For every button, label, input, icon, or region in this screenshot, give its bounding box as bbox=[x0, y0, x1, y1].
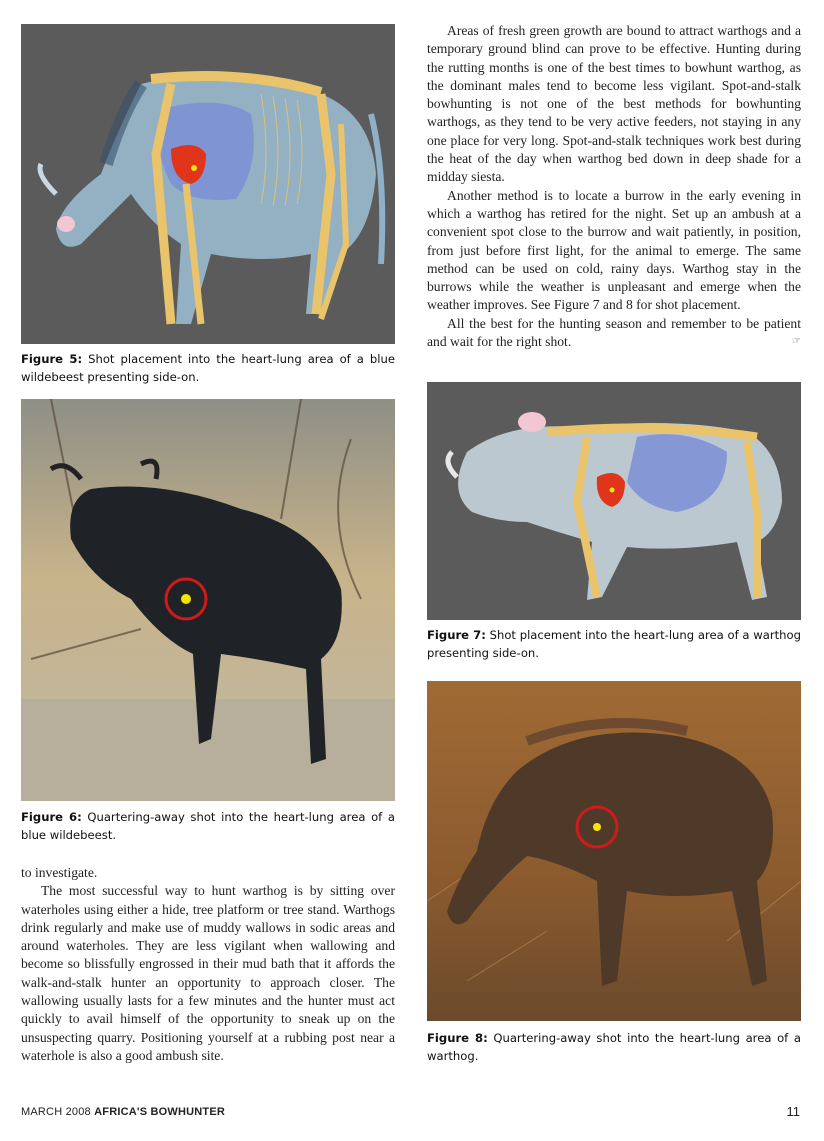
figure-6-caption bbox=[21, 808, 395, 844]
figure-5-caption-text: Shot placement into the heart-lung area of a blue wildebeest presenting side-on. bbox=[21, 352, 395, 384]
end-mark-icon: ☞ bbox=[792, 336, 801, 348]
right-paragraph-3-text: All the best for the hunting season and remember to be patient and wait for the right shot. bbox=[427, 315, 801, 350]
figure-7-image bbox=[427, 382, 801, 620]
left-column-text bbox=[21, 864, 395, 1065]
figure-5-image bbox=[21, 24, 395, 344]
figure-7-caption bbox=[427, 626, 801, 662]
page-number: 11 bbox=[786, 1104, 800, 1119]
left-paragraph-1: The most successful way to hunt warthog is by sitting over waterholes using either a hide, tree platform or tree stand. Warthogs drink regularly and make use of muddy wallows in sodic areas and around waterholes. They are less vigilant when wallowing and become so blissfully engrossed in their mud bath that it affords the walk-and-stalk hunter an opportunity to approach closer. The wallowing usually lasts for a few minutes and the hunter must act quickly to avail himself of the opportunity to sneak up on the unsuspecting quarry. Positioning yourself at a rubbing post near a waterhole is also a good ambush site. bbox=[21, 883, 395, 1063]
figure-8-label: Figure 8: bbox=[427, 1031, 488, 1045]
footer-issue bbox=[21, 1106, 225, 1118]
figure-8-caption-text: Quartering-away shot into the heart-lung area of a warthog. bbox=[427, 1031, 801, 1063]
right-paragraph-3 bbox=[427, 315, 801, 352]
figure-8-image bbox=[427, 681, 801, 1021]
figure-8-caption bbox=[427, 1029, 801, 1065]
figure-5-caption bbox=[21, 350, 395, 386]
right-column-text bbox=[427, 22, 801, 351]
figure-6-caption-text: Quartering-away shot into the heart-lung area of a blue wildebeest. bbox=[21, 810, 395, 842]
figure-7-caption-text: Shot placement into the heart-lung area of a warthog presenting side-on. bbox=[427, 628, 801, 660]
figure-7-label: Figure 7: bbox=[427, 628, 486, 642]
figure-5-label: Figure 5: bbox=[21, 352, 83, 366]
footer-magazine: AFRICA'S BOWHUNTER bbox=[94, 1106, 225, 1118]
figure-6-label: Figure 6: bbox=[21, 810, 82, 824]
footer-date: MARCH 2008 bbox=[21, 1106, 95, 1118]
left-paragraph-0: to investigate. bbox=[21, 865, 98, 880]
right-paragraph-1: Areas of fresh green growth are bound to attract warthogs and a temporary ground blind can prove to be effective. Hunting during the rutting months is one of the best times to bowhunt warthog, as the dominant males tend to become less vigilant. Spot-and-stalk bowhunting is not one of the best methods for bowhunting warthogs, as they tend to be very active feeders, not staying in any one place for very long. Spot-and-stalk techniques work best during the heat of the day when warthog bed down in deep shade for a midday siesta. bbox=[427, 23, 801, 185]
figure-6-image bbox=[21, 399, 395, 801]
right-paragraph-2: Another method is to locate a burrow in the early evening in which a warthog has retired for the night. Set up an ambush at a convenient spot close to the burrow and wait patiently, in position, from just before first light, for the animal to emerge. The same method can be used on cold, rainy days. Warthog stay in the burrows while the weather is unpleasant and emerge when the weather improves. See Figure 7 and 8 for shot placement. bbox=[427, 187, 801, 313]
